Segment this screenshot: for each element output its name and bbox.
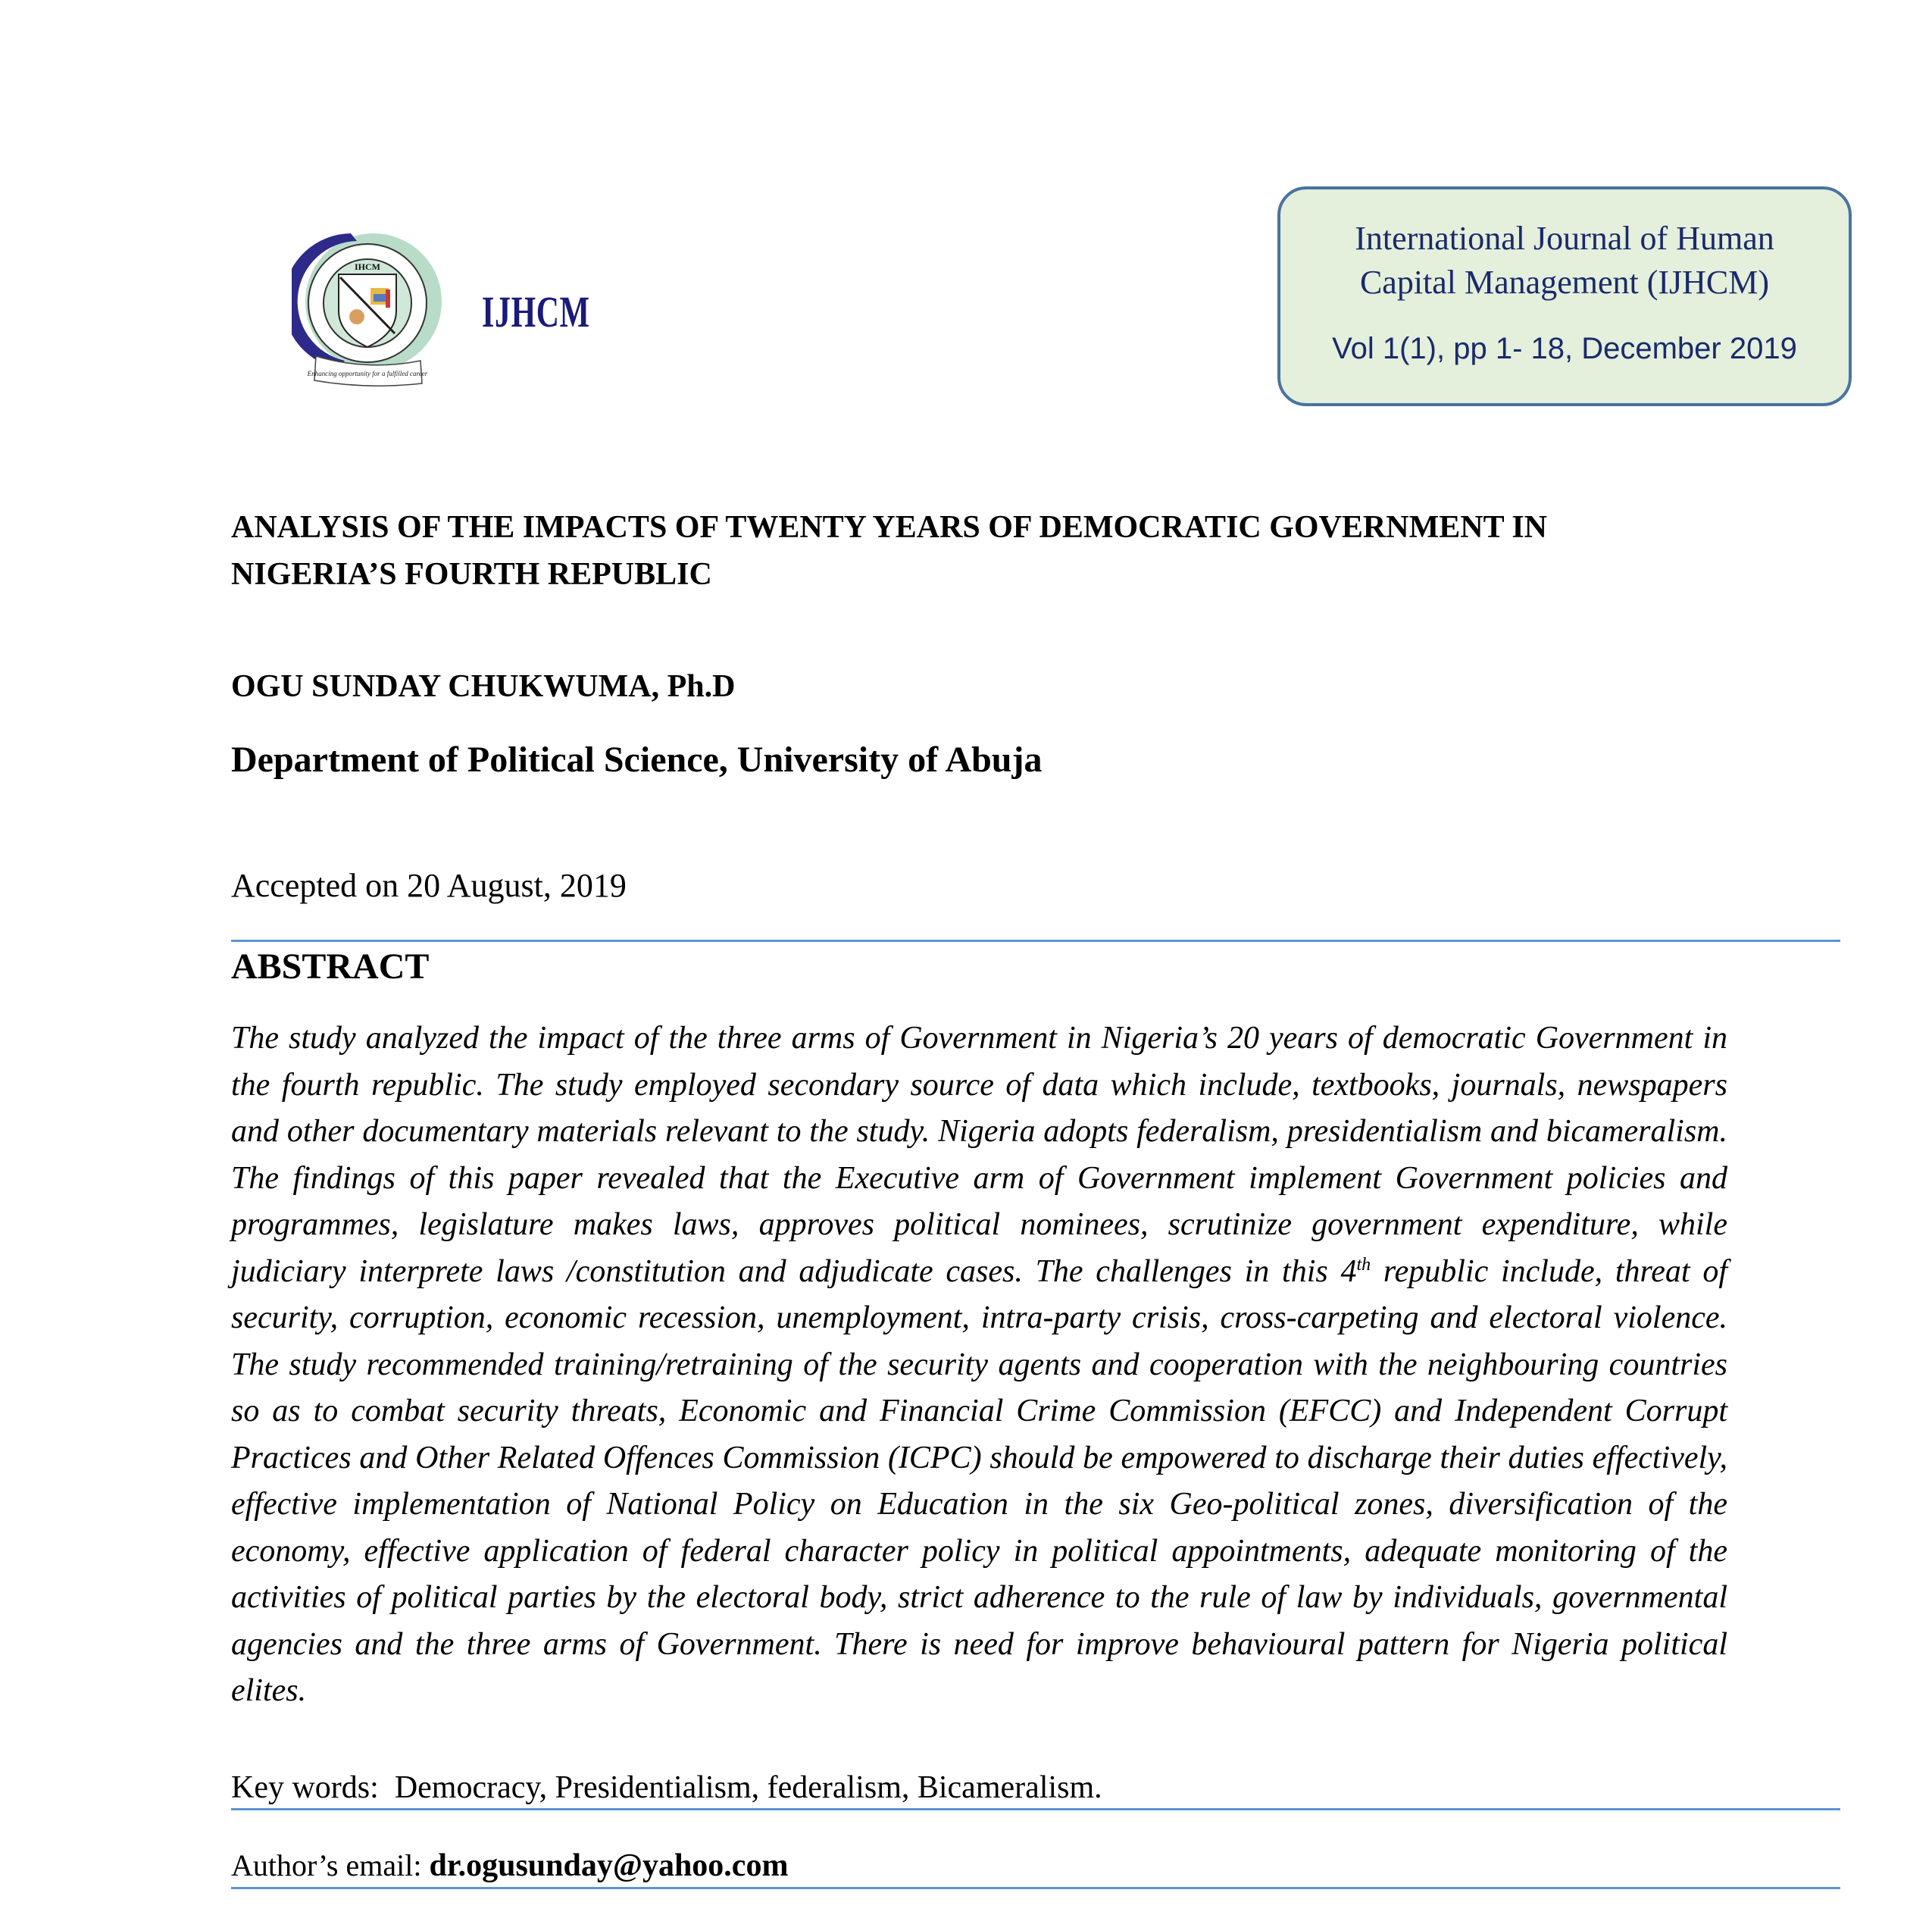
journal-volume: Vol 1(1), pp 1- 18, December 2019 bbox=[1332, 332, 1797, 365]
abstract-text-part2: republic include, threat of security, corruption, economic recession, unemployment, intra-party crisis, cross-carpeting and electoral violence. The study recommended training/retraining of the security agents and cooperation with the neighbouring countries so as to combat security threats, Economic and Financial Crime Commission (EFCC) and Independent Corrupt Practices and Other Related Offences Commission (ICPC) should be empowered to discharge their duties effectively, effective implementation of National Policy on Education in the six Geo-political zones, diversification of the economy, effective application of federal character policy in political appointments, adequate monitoring of the activities of political parties by the electoral body, strict adherence to the rule of law by individuals, governmental agencies and the three arms of Government. There is need for improve behavioural pattern for Nigeria political elites. bbox=[231, 1253, 1727, 1708]
accepted-date: Accepted on 20 August, 2019 bbox=[231, 867, 627, 904]
keywords-value: Democracy, Presidentialism, federalism, Bicameralism. bbox=[378, 1770, 1102, 1805]
author-email bbox=[231, 1848, 788, 1884]
abstract-body bbox=[231, 1015, 1727, 1715]
ihcm-crest-logo-icon bbox=[292, 227, 443, 390]
journal-brand-acronym: IJHCM bbox=[482, 287, 590, 336]
journal-info-box bbox=[1277, 186, 1852, 406]
ordinal-superscript: th bbox=[1356, 1254, 1371, 1275]
svg-text:IHCM: IHCM bbox=[355, 261, 380, 272]
abstract-heading: ABSTRACT bbox=[231, 946, 430, 987]
divider-top bbox=[231, 940, 1840, 942]
email-label: Author’s email: bbox=[231, 1848, 430, 1882]
divider-bottom bbox=[231, 1887, 1840, 1889]
journal-title-line1: International Journal of Human bbox=[1355, 220, 1774, 257]
article-title-line1: ANALYSIS OF THE IMPACTS OF TWENTY YEARS OF DEMOCRATIC GOVERNMENT IN bbox=[231, 510, 1548, 545]
article-title bbox=[231, 504, 1822, 598]
keywords bbox=[231, 1769, 1102, 1806]
divider-keywords bbox=[231, 1808, 1840, 1810]
email-address-link[interactable]: dr.ogusunday@yahoo.com bbox=[429, 1848, 789, 1883]
author-name: OGU SUNDAY CHUKWUMA, Ph.D bbox=[231, 669, 736, 704]
svg-text:Enhancing opportunity for a fu: Enhancing opportunity for a fulfilled career bbox=[307, 370, 428, 377]
abstract-text-part1: The study analyzed the impact of the three arms of Government in Nigeria’s 20 years of democratic Government in the fourth republic. The study employed secondary source of data which include, textbooks, journals, newspapers and other documentary materials relevant to the study. Nigeria adopts federalism, presidentialism and bicameralism. The findings of this paper revealed that the Executive arm of Government implement Government policies and programmes, legislature makes laws, approves political nominees, scrutinize government expenditure, while judiciary interprete laws /constitution and adjudicate cases. The challenges in this 4 bbox=[231, 1021, 1727, 1289]
author-affiliation: Department of Political Science, University of Abuja bbox=[231, 740, 1043, 780]
journal-title-line2: Capital Management (IJHCM) bbox=[1359, 264, 1770, 301]
article-title-line2: NIGERIA’S FOURTH REPUBLIC bbox=[231, 557, 712, 592]
keywords-label: Key words: bbox=[231, 1770, 379, 1805]
journal-title bbox=[1280, 217, 1849, 305]
